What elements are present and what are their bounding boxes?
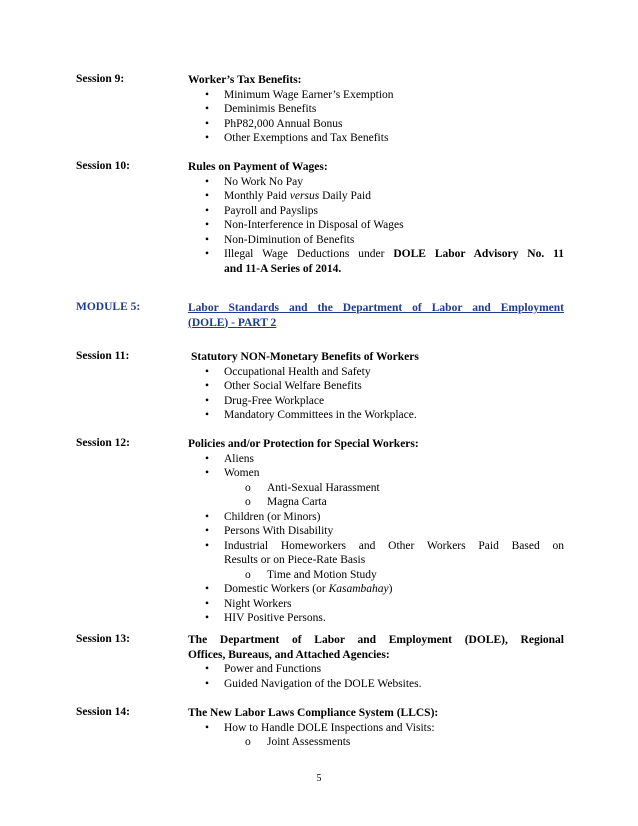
session-content [188,437,564,626]
session-label: Session 13: [76,633,130,645]
list-line: • Industrial Homeworkers and Other Workers Paid Based on [224,539,564,552]
bullet-list [188,452,564,626]
session-title: Worker’s Tax Benefits: [188,74,302,86]
session-label: Session 9: [76,73,125,85]
list-item: • Other Exemptions and Tax Benefits [188,131,564,146]
list-item: • Night Workers [188,597,564,612]
module-title-line: Labor Standards and the Department of Labor and Employment [188,302,564,314]
list-item: • PhP82,000 Annual Bonus [188,117,564,132]
module-content [188,301,564,330]
list-item [188,189,564,204]
session-title: Statutory NON-Monetary Benefits of Workers [191,351,419,363]
bullet-list [188,365,564,423]
sub-list-item: o Anti-Sexual Harassment [188,481,564,496]
list-item: • Non-Interference in Disposal of Wages [188,218,564,233]
list-item: • Guided Navigation of the DOLE Websites. [188,677,564,692]
session-content [188,633,564,691]
list-item: • Payroll and Payslips [188,204,564,219]
list-item: • Children (or Minors) [188,510,564,525]
italic-text: Kasambahay [328,583,389,595]
session-title: Policies and/or Protection for Special Workers: [188,438,419,450]
list-item: • Minimum Wage Earner’s Exemption [188,88,564,103]
text-run: Monthly Paid [224,190,290,202]
list-line: and 11-A Series of 2014. [224,262,342,275]
bullet-list [188,721,564,750]
bullet-list [188,662,564,691]
italic-text: versus [289,190,320,202]
text-run: Domestic Workers (or [224,583,329,595]
text-run: Daily Paid [319,190,371,202]
list-item: • Non-Diminution of Benefits [188,233,564,248]
sub-list-item: o Magna Carta [188,495,564,510]
list-item [188,582,564,597]
list-item: • Aliens [188,452,564,467]
list-line [224,247,564,262]
session-label: Session 14: [76,706,130,718]
session-label: Session 10: [76,160,130,172]
session-content [188,706,564,750]
session-content [188,350,564,423]
bold-text: DOLE Labor Advisory No. 11 [393,248,564,260]
list-item: • Deminimis Benefits [188,102,564,117]
module-label: MODULE 5: [76,301,141,313]
list-item [188,247,564,276]
list-item: • Occupational Health and Safety [188,365,564,380]
session-title-line: Offices, Bureaus, and Attached Agencies: [188,648,390,661]
list-item: • Women [188,466,564,481]
session-content [188,73,564,146]
list-item: • Other Social Welfare Benefits [188,379,564,394]
session-content [188,160,564,276]
session-title: Rules on Payment of Wages: [188,161,328,173]
list-item: • Mandatory Committees in the Workplace. [188,408,564,423]
list-item: • Power and Functions [188,662,564,677]
session-label: Session 12: [76,437,130,449]
list-item: • HIV Positive Persons. [188,611,564,626]
page-number: 5 [316,773,322,784]
list-item [188,539,564,568]
list-item: • Drug-Free Workplace [188,394,564,409]
list-item: • How to Handle DOLE Inspections and Visits: [188,721,564,736]
text-run: Illegal Wage Deductions under [224,248,394,260]
bullet-list [188,88,564,146]
module-title-line: (DOLE) - PART 2 [188,316,277,329]
session-label: Session 11: [76,350,130,362]
list-line: Results or on Piece-Rate Basis [224,554,366,566]
bullet-list [188,175,564,277]
list-item: • No Work No Pay [188,175,564,190]
sub-list-item: o Joint Assessments [188,735,564,750]
session-title: The New Labor Laws Compliance System (LLCS): [188,707,439,719]
session-title-line: The Department of Labor and Employment (DOLE), Regional [188,634,564,646]
sub-list-item: o Time and Motion Study [188,568,564,583]
text-run: ) [388,583,393,595]
list-item: • Persons With Disability [188,524,564,539]
